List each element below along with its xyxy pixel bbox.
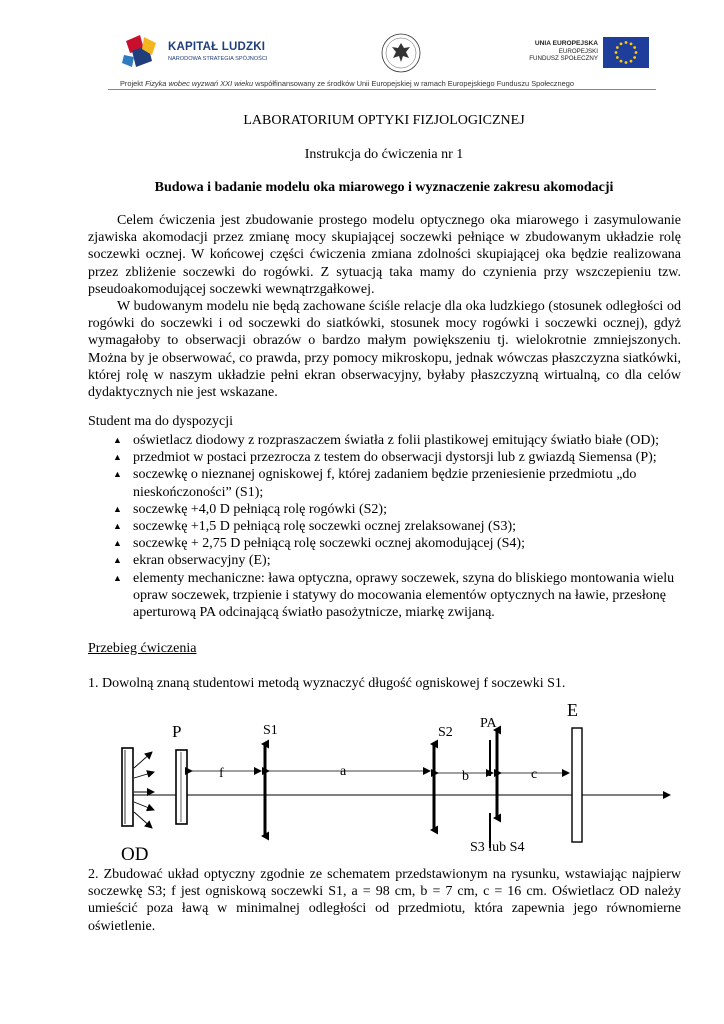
- exercise-title: Budowa i badanie modelu oka miarowego i wyznaczenie zakresu akomodacji: [154, 180, 614, 195]
- university-seal-icon: [380, 32, 422, 74]
- eu-star-icon: [616, 56, 619, 59]
- kapital-ludzki-subtitle: NARODOWA STRATEGIA SPÓJNOŚCI: [168, 56, 268, 62]
- bullet-triangle-icon: ▲: [113, 452, 122, 463]
- eu-star-icon: [633, 46, 636, 49]
- eu-star-icon: [625, 41, 628, 44]
- list-item: ▲ oświetlacz diodowy z rozpraszaczem światła z folii plastikowej emitujący światło białe (OD);: [113, 433, 659, 448]
- list-item: ▲ soczewkę +1,5 D pełniącą rolę soczewki ocznej zrelaksowanej (S3);: [113, 519, 517, 535]
- eu-star-icon: [633, 56, 636, 59]
- object-slide: [176, 750, 187, 824]
- bullet-triangle-icon: ▲: [113, 469, 122, 480]
- eu-star-icon: [616, 46, 619, 49]
- paragraph-1: Celem ćwiczenia jest zbudowanie prostego modelu optycznego oka miarowego i zasymulowanie zjawiska akomodacji przez zmianę mocy skupiającej soczewki pełniące w zbudowanym układzie rolę soczewki ocznej. W końcowej części ćwiczenia zmiana zdolności skupiającej oka będzie realizowana przez zbliżenie soczewki do rogówki. Z sytuacją taka mamy do czynienia przy wszczepieniu tzw. pseudoakomodującej soczewki wewnątrzgałkowej.: [88, 213, 681, 297]
- optical-schematic: [112, 700, 672, 865]
- bullet-triangle-icon: ▲: [113, 538, 122, 549]
- instruction-title: Instrukcja do ćwiczenia nr 1: [304, 147, 464, 162]
- label-s1: S1: [263, 723, 278, 738]
- eu-star-icon: [635, 51, 638, 54]
- label-p: P: [172, 722, 182, 741]
- light-rays: [134, 752, 154, 828]
- project-post: współfinansowany ze środków Unii Europejskiej w ramach Europejskiego Funduszu Społecznego: [253, 79, 574, 88]
- bullet-triangle-icon: ▲: [113, 503, 122, 514]
- label-f: f: [219, 766, 224, 781]
- list-item: ▲ elementy mechaniczne: ława optyczna, oprawy soczewek, szyna do bliskiego montowania wielu opraw soczewek, trzpienie i statywy do mocowania elementów optycznych na ławie, przesłonę aperturową PA odcinającą światło pasożytnicze, miarkę zwijaną.: [113, 570, 675, 621]
- step-2: 2. Zbudować układ optyczny zgodnie ze schematem przedstawionym na rysunku, wstawiając najpierw soczewkę S3; f jest ogniskową soczewki S1, a = 98 cm, b = 7 cm, c = 16 cm. Oświetlacz OD należy umieścić poza ławą w minimalnej odległości od przedmiotu, która zapewnia jego równomierne oświetlenie.: [88, 867, 681, 934]
- bullet-triangle-icon: ▲: [113, 555, 122, 566]
- student-header: Student ma do dyspozycji: [88, 414, 234, 429]
- lab-title: LABORATORIUM OPTYKI FIZJOLOGICZNEJ: [243, 113, 525, 128]
- label-s2: S2: [438, 725, 453, 740]
- equipment-list: [111, 432, 681, 621]
- eu-flag-icon: [603, 37, 649, 68]
- kapital-ludzki-title: KAPITAŁ LUDZKI: [168, 41, 266, 53]
- project-footer-line: [120, 79, 660, 88]
- eu-star-icon: [620, 42, 623, 45]
- paragraph-2: W budowanym modelu nie będą zachowane ściśle relacje dla oka ludzkiego (stosunek odległości od rogówki do soczewki i od soczewki do siatkówki, stosunek mocy rogówki i soczewki ocznej), gdyż wymagałoby to obserwacji obrazów o bardzo małym powiększeniu tj. wielokrotnie zmniejszonych. Można by je obserwować, co prawda, przy pomocy mikroskopu, jednak wówczas płaszczyzna siatkówki, której rolę w naszym układzie pełni ekran obserwacyjny, byłaby płaszczyzną wirtualną, co dla celów dydaktycznych nie jest wskazane.: [88, 299, 681, 401]
- bullet-triangle-icon: ▲: [113, 572, 122, 583]
- eu-fund-label: [518, 40, 598, 63]
- label-a: a: [340, 764, 347, 779]
- label-c: c: [531, 767, 538, 782]
- label-b: b: [462, 769, 469, 784]
- bullet-triangle-icon: ▲: [113, 435, 122, 445]
- label-pa: PA: [480, 716, 497, 731]
- list-item: ▲ soczewkę + 2,75 D pełniącą rolę soczewki ocznej akomodującej (S4);: [113, 536, 525, 552]
- label-e: E: [567, 700, 578, 720]
- step-1: 1. Dowolną znaną studentowi metodą wyznaczyć długość ogniskowej f soczewki S1.: [88, 676, 566, 691]
- project-pre: Projekt: [120, 79, 146, 88]
- list-item: ▲ soczewkę o nieznanej ogniskowej f, której zadaniem będzie przeniesienie przedmiotu „do nieskończoności” (S1);: [113, 467, 637, 500]
- eu-star-icon: [630, 42, 633, 45]
- list-item: ▲ ekran obserwacyjny (E);: [113, 553, 271, 569]
- label-od: OD: [121, 844, 149, 865]
- od-source: [122, 748, 133, 826]
- intro-paragraphs: [88, 212, 681, 401]
- bullet-triangle-icon: ▲: [113, 521, 122, 532]
- screen-e: [572, 728, 582, 842]
- list-item: ▲ soczewkę +4,0 D pełniącą rolę rogówki (S2);: [113, 501, 387, 517]
- eu-line-2: EUROPEJSKI: [558, 47, 598, 55]
- eu-line-3: FUNDUSZ SPOŁECZNY: [529, 55, 598, 62]
- label-s3-s4: S3 lub S4: [470, 840, 525, 855]
- eu-star-icon: [615, 51, 618, 54]
- eu-star-icon: [625, 61, 628, 64]
- list-item: ▲ przedmiot w postaci przezrocza z testem do obserwacji dystorsji lub z gwiazdą Siemensa (P);: [113, 450, 657, 466]
- project-name: Fizyka wobec wyzwań XXI wieku: [145, 79, 254, 88]
- eu-star-icon: [630, 60, 633, 63]
- procedure-header: Przebieg ćwiczenia: [88, 641, 197, 656]
- eu-star-icon: [620, 60, 623, 63]
- header-divider: [108, 89, 656, 90]
- eu-line-1: UNIA EUROPEJSKA: [534, 40, 598, 47]
